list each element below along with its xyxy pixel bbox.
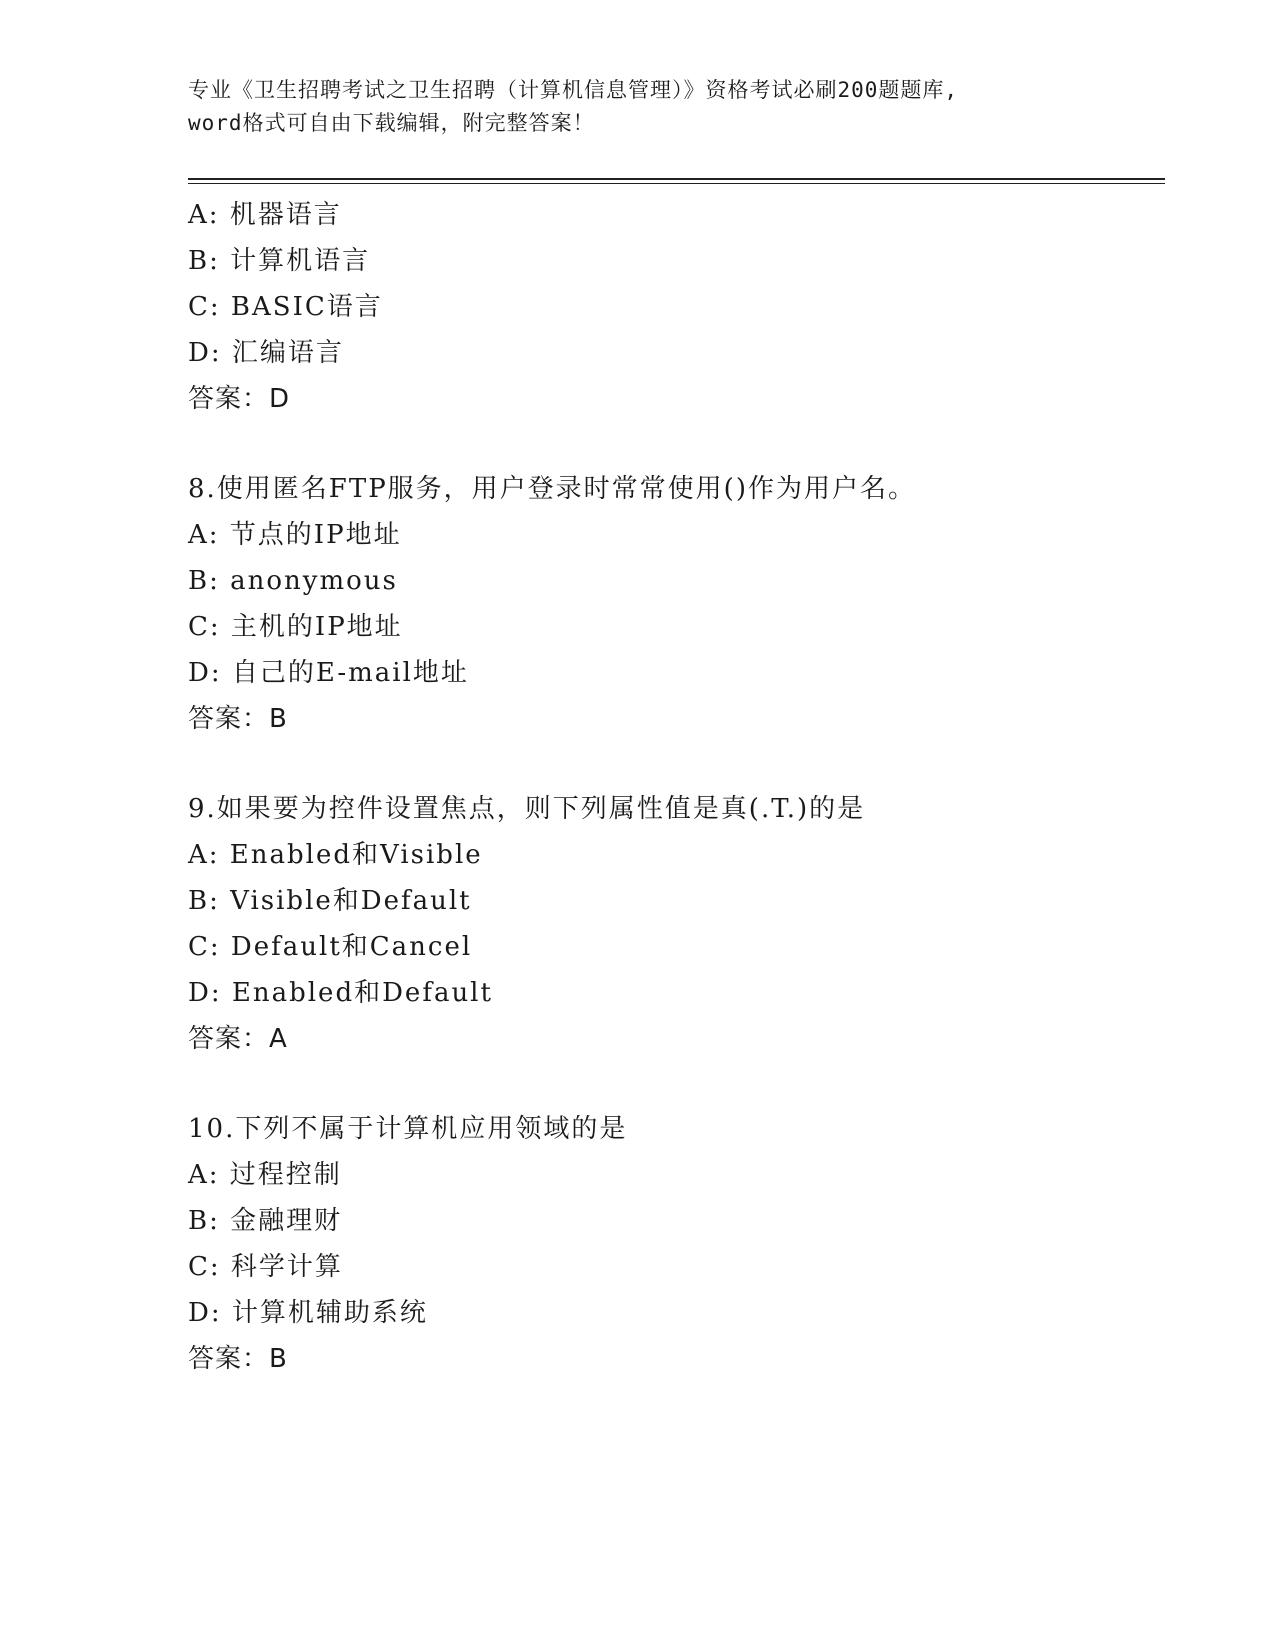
answer-line: 答案：B [188,1344,288,1374]
option-b: B: 计算机语言 [188,246,371,276]
question-list [188,192,1168,1382]
option-d: D: Enabled和Default [188,978,493,1008]
option-b: B: 金融理财 [188,1206,343,1236]
header-title-line-2: word格式可自由下载编辑，附完整答案！ [188,111,595,135]
header-title-line-1: 专业《卫生招聘考试之卫生招聘（计算机信息管理）》资格考试必刷200题题库, [188,78,959,102]
spacer [188,742,1168,786]
option-d: D: 汇编语言 [188,338,344,368]
option-b: B: anonymous [188,566,398,596]
option-a: A: 过程控制 [188,1160,342,1190]
answer-line: 答案：A [188,1024,288,1054]
option-c: C: 科学计算 [188,1252,343,1282]
option-a: A: 机器语言 [188,200,342,230]
question-block-8 [188,466,1168,742]
option-a: A: 节点的IP地址 [188,520,402,550]
header-divider-thick [188,178,1165,180]
spacer [188,422,1168,466]
question-text: 9.如果要为控件设置焦点，则下列属性值是真(.T.)的是 [188,794,866,824]
header-divider-thin [188,183,1165,184]
question-block-10 [188,1106,1168,1382]
option-b: B: Visible和Default [188,886,472,916]
option-c: C: Default和Cancel [188,932,473,962]
answer-line: 答案：D [188,384,291,414]
option-a: A: Enabled和Visible [188,840,483,870]
answer-line: 答案：B [188,704,288,734]
option-d: D: 自己的E-mail地址 [188,658,469,688]
option-d: D: 计算机辅助系统 [188,1298,428,1328]
question-block-9 [188,786,1168,1062]
option-c: C: 主机的IP地址 [188,612,403,642]
option-c: C: BASIC语言 [188,292,383,322]
document-header [188,74,1088,140]
question-text: 10.下列不属于计算机应用领域的是 [188,1114,628,1144]
question-text: 8.使用匿名FTP服务，用户登录时常常使用()作为用户名。 [188,474,916,504]
spacer [188,1062,1168,1106]
question-block-7-continued [188,192,1168,422]
